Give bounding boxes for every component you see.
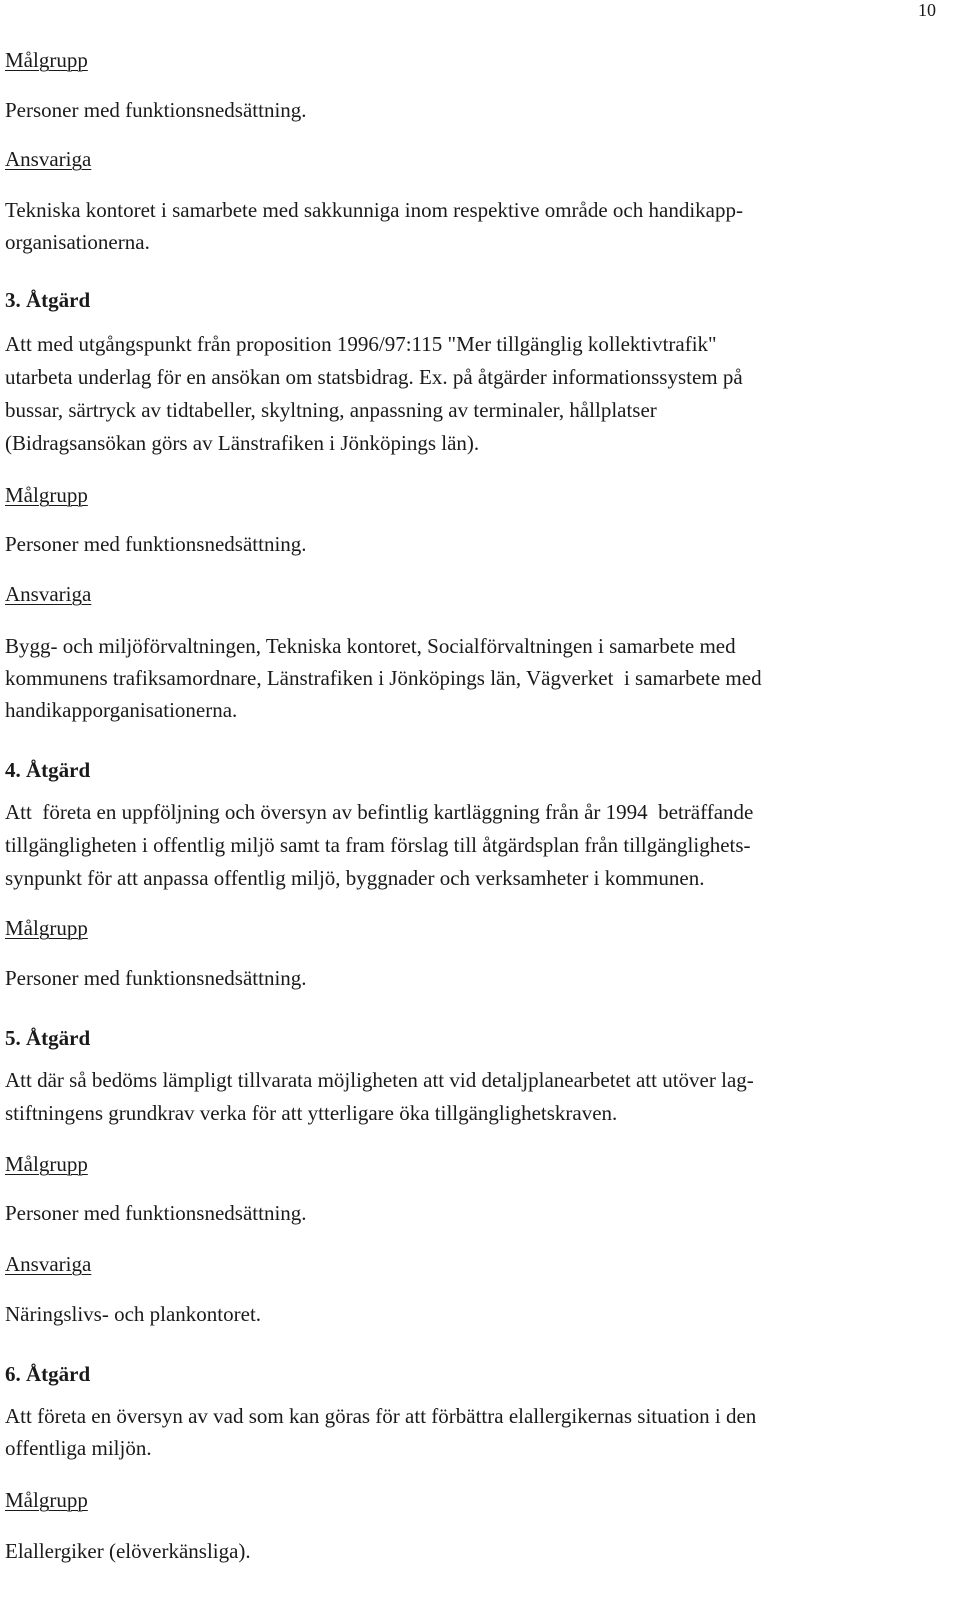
action-3-heading: 3. Åtgärd	[5, 288, 91, 312]
responsible-text-line: kommunens trafiksamordnare, Länstrafiken i Jönköpings län, Vägverket i samarbete med	[5, 666, 762, 690]
target-group-heading: Målgrupp	[5, 1152, 88, 1176]
action-4-text-line: tillgängligheten i offentlig miljö samt ta fram förslag till åtgärdsplan från tillgänglighets-	[5, 833, 751, 857]
responsible-text-line: organisationerna.	[5, 230, 150, 254]
action-5-text-line: stiftningens grundkrav verka för att ytterligare öka tillgänglighetskraven.	[5, 1101, 618, 1125]
page-number: 10	[918, 0, 936, 20]
target-group-heading: Målgrupp	[5, 1488, 88, 1512]
action-5-heading: 5. Åtgärd	[5, 1026, 91, 1050]
target-group-text: Personer med funktionsnedsättning.	[5, 98, 307, 122]
action-3-text-line: (Bidragsansökan görs av Länstrafiken i Jönköpings län).	[5, 431, 480, 455]
action-5-text-line: Att där så bedöms lämpligt tillvarata möjligheten att vid detaljplanearbetet att utöver lag-	[5, 1068, 754, 1092]
action-4-heading: 4. Åtgärd	[5, 758, 91, 782]
target-group-text: Elallergiker (elöverkänsliga).	[5, 1539, 251, 1563]
responsible-heading: Ansvariga	[5, 582, 92, 606]
action-3-text-line: utarbeta underlag för en ansökan om statsbidrag. Ex. på åtgärder informationssystem på	[5, 365, 743, 389]
target-group-text: Personer med funktionsnedsättning.	[5, 532, 307, 556]
action-6-text-line: offentliga miljön.	[5, 1436, 152, 1460]
target-group-text: Personer med funktionsnedsättning.	[5, 1201, 307, 1225]
responsible-text-line: Tekniska kontoret i samarbete med sakkunniga inom respektive område och handikapp-	[5, 198, 743, 222]
action-6-heading: 6. Åtgärd	[5, 1362, 91, 1386]
target-group-heading: Målgrupp	[5, 483, 88, 507]
responsible-heading: Ansvariga	[5, 147, 92, 171]
action-3-text-line: bussar, särtryck av tidtabeller, skyltning, anpassning av terminaler, hållplatser	[5, 398, 657, 422]
action-3-text-line: Att med utgångspunkt från proposition 1996/97:115 "Mer tillgänglig kollektivtrafik"	[5, 332, 717, 356]
target-group-heading: Målgrupp	[5, 48, 88, 72]
target-group-heading: Målgrupp	[5, 916, 88, 940]
responsible-text-line: handikapporganisationerna.	[5, 698, 238, 722]
responsible-text: Näringslivs- och plankontoret.	[5, 1302, 262, 1326]
target-group-text: Personer med funktionsnedsättning.	[5, 966, 307, 990]
action-6-text-line: Att företa en översyn av vad som kan göras för att förbättra elallergikernas situation i den	[5, 1404, 757, 1428]
action-4-text-line: Att företa en uppföljning och översyn av befintlig kartläggning från år 1994 beträffande	[5, 800, 754, 824]
responsible-heading: Ansvariga	[5, 1252, 92, 1276]
responsible-text-line: Bygg- och miljöförvaltningen, Tekniska kontoret, Socialförvaltningen i samarbete med	[5, 634, 736, 658]
action-4-text-line: synpunkt för att anpassa offentlig miljö, byggnader och verksamheter i kommunen.	[5, 866, 705, 890]
